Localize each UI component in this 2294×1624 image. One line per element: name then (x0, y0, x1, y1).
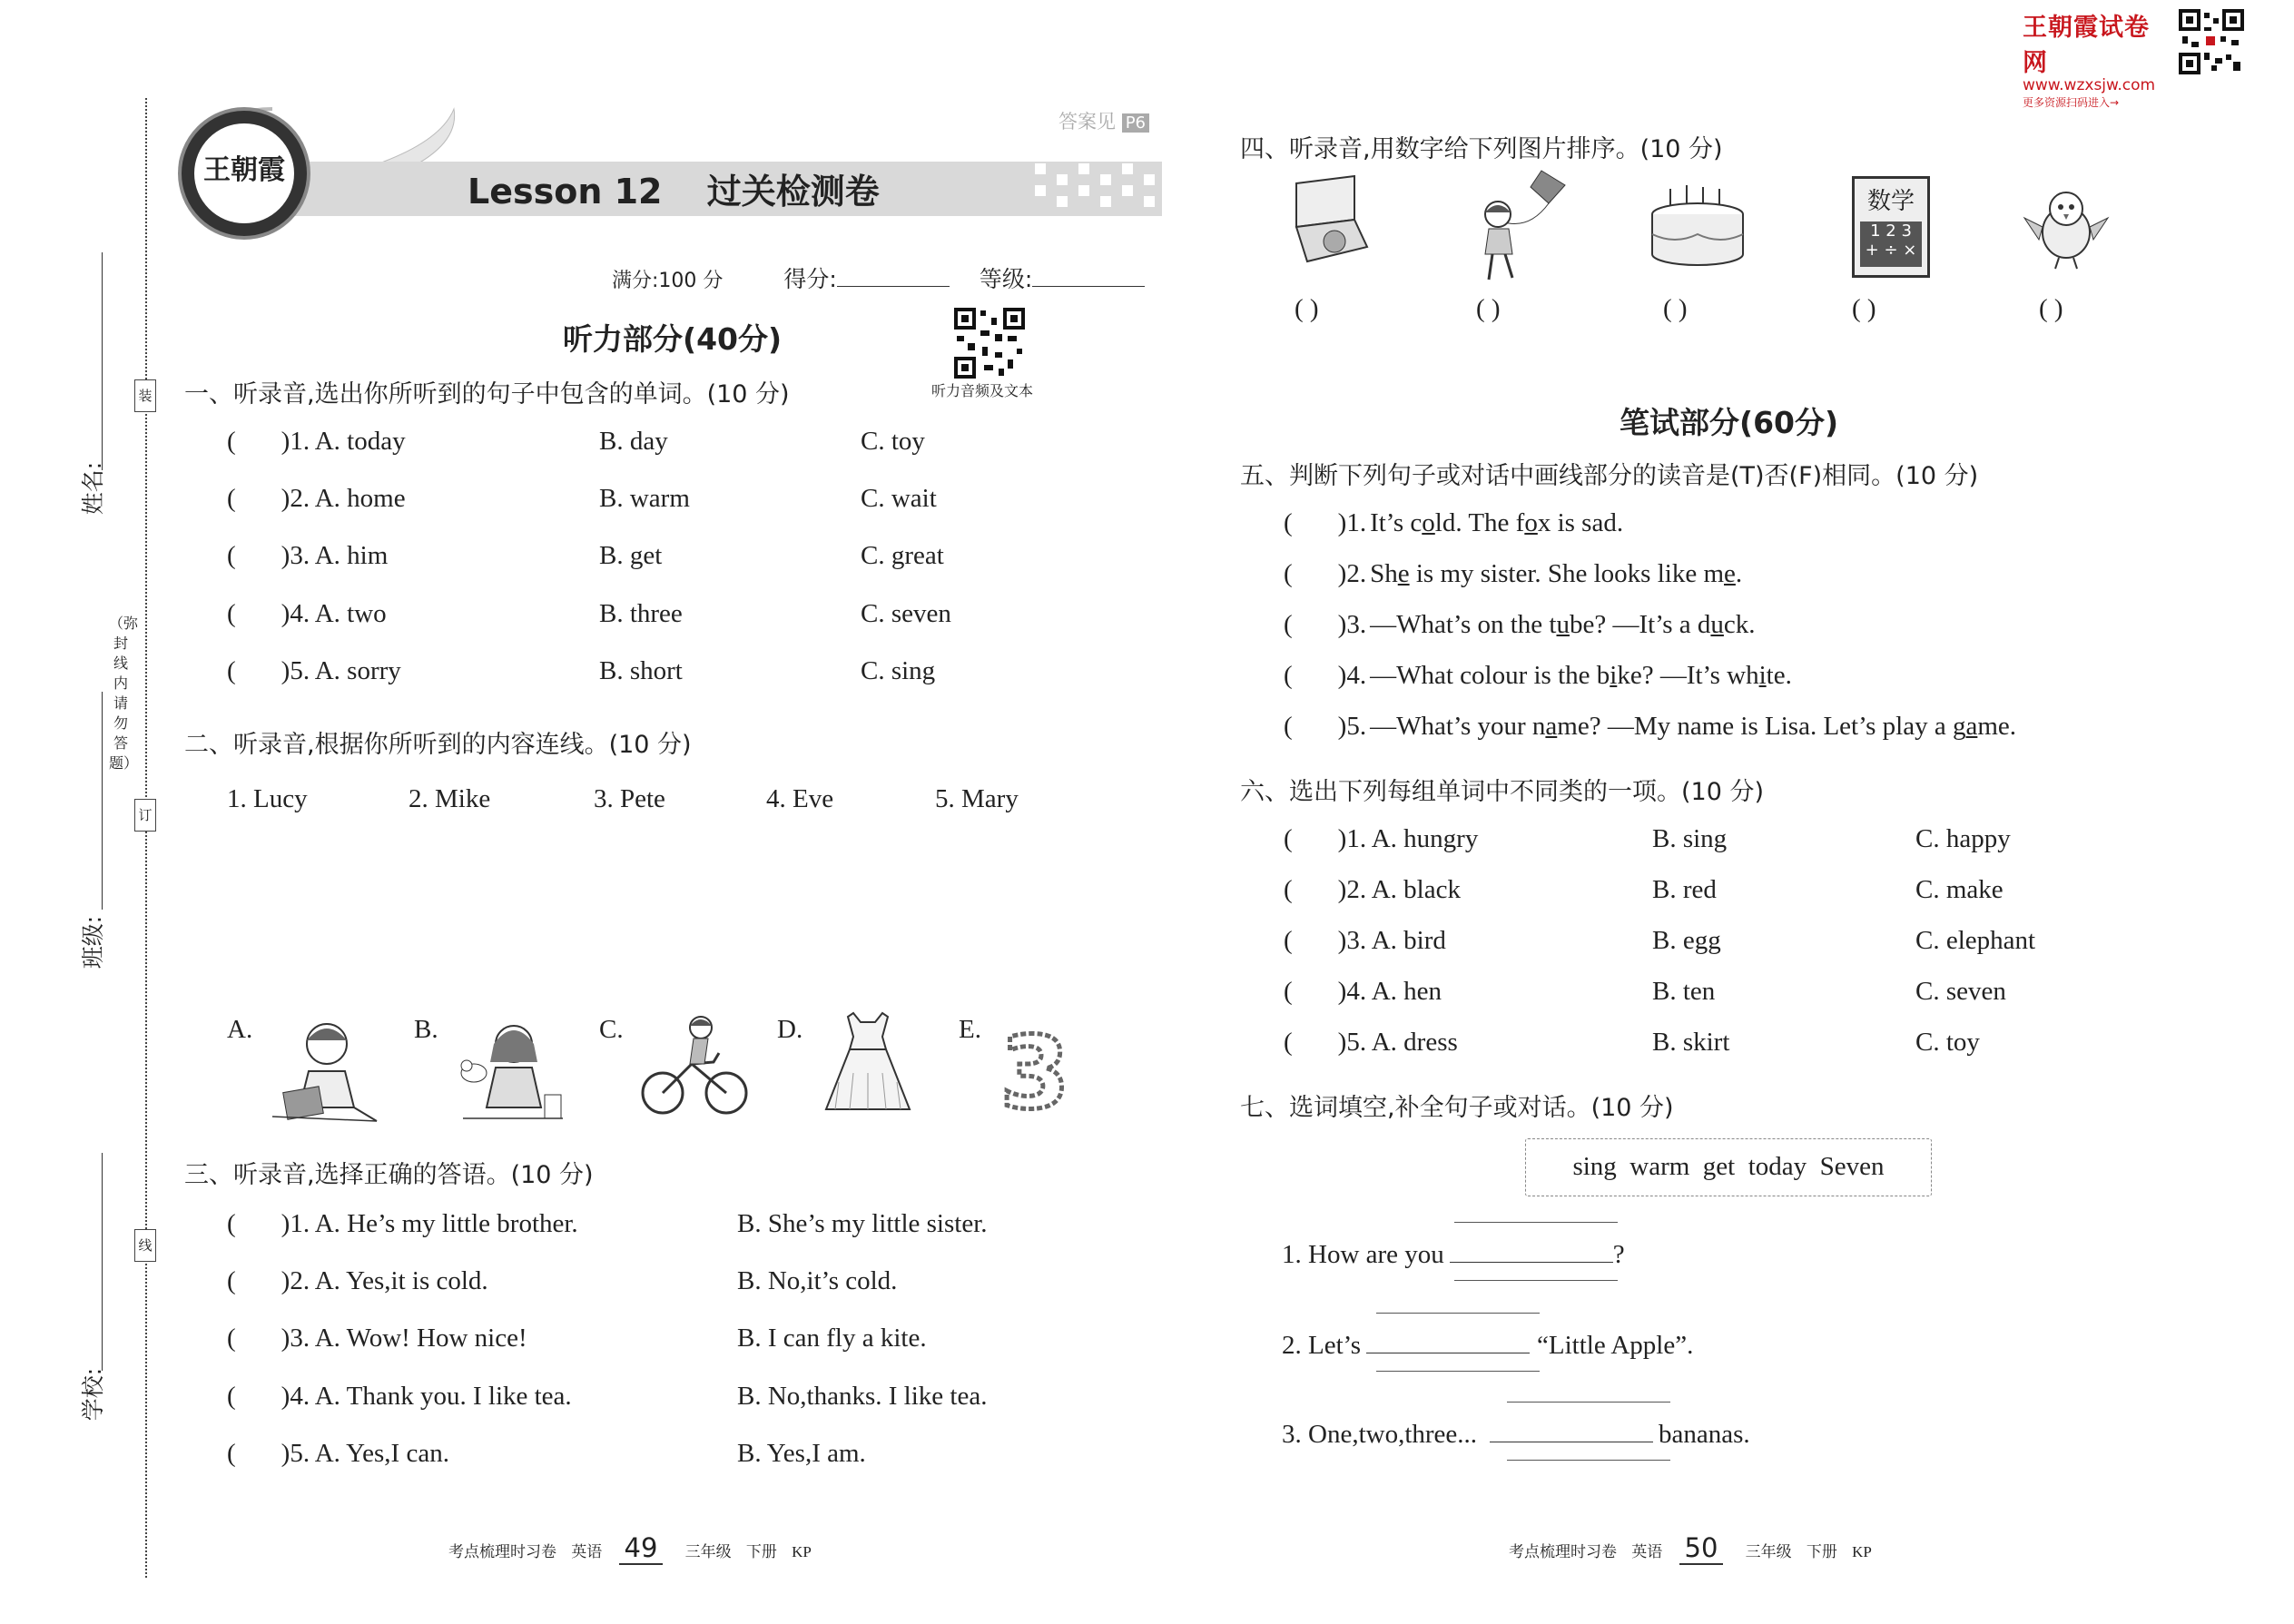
answer-bracket[interactable]: ( (1284, 1028, 1293, 1057)
s3-opt-b: B. No,thanks. I like tea. (737, 1382, 988, 1411)
listening-title: 听力部分(40分) (563, 321, 783, 357)
binding-mark-3: 线 (134, 1229, 156, 1262)
q3-guide-bottom (1507, 1460, 1670, 1461)
s6-row-5 (1284, 1028, 1458, 1058)
math-book-ops: + ÷ × (1865, 241, 1917, 260)
s5-num: )4. (1337, 661, 1367, 690)
s6-opt-c: C. make (1915, 875, 2004, 904)
s3-row-3 (227, 1324, 527, 1353)
s1-row-2 (227, 484, 406, 514)
score-label: 得分: (783, 266, 837, 292)
watermark-url: www.wzxsjw.com (2023, 76, 2156, 94)
footer-volume: 下册 (1806, 1543, 1837, 1560)
girl-with-cat-image[interactable] (454, 1017, 572, 1126)
answer-bracket[interactable]: ( (227, 484, 236, 513)
s1-q-text: )5. A. sorry (281, 656, 401, 685)
s6-row-4 (1284, 977, 1442, 1007)
s5-text: x is sad. (1537, 508, 1624, 537)
s6-opt-b: B. egg (1652, 926, 1721, 955)
watermark (2023, 7, 2168, 110)
s6-opt-c: C. toy (1915, 1028, 1980, 1057)
s5-num: )5. (1337, 712, 1367, 741)
s3-opt-a: )4. A. Thank you. I like tea. (281, 1382, 572, 1411)
s5-row-4 (1284, 661, 1792, 691)
footer-subject: 英语 (571, 1543, 603, 1560)
s1-q-text: )1. A. today (281, 427, 406, 456)
s2-name-5[interactable]: 5. Mary (935, 784, 1019, 813)
s2-title: 二、听录音,根据你所听到的内容连线。(10 分) (184, 731, 692, 759)
answer-bracket[interactable]: ( (227, 656, 236, 685)
s6-q-text: )1. A. hungry (1337, 824, 1479, 853)
s7-q1-end: ? (1612, 1240, 1625, 1269)
s5-underlined: u (1556, 610, 1570, 639)
s7-title: 七、选词填空,补全句子或对话。(10 分) (1240, 1094, 1674, 1122)
s5-row-5 (1284, 712, 2016, 742)
s5-text: Sh (1370, 559, 1398, 588)
s1-q-text: )2. A. home (281, 484, 406, 513)
s2-letter-c: C. (599, 1015, 624, 1044)
dress-image[interactable] (822, 1009, 913, 1118)
answer-bracket[interactable]: ( (1284, 712, 1293, 741)
watermark-qr-icon (2179, 9, 2244, 74)
s6-opt-c: C. elephant (1915, 926, 2036, 955)
footer-right (1509, 1532, 1872, 1565)
s2-name-1[interactable]: 1. Lucy (227, 784, 308, 813)
s5-row-1 (1284, 508, 1623, 538)
footer-edition: KP (1852, 1543, 1872, 1560)
qr-caption: 听力音频及文本 (931, 382, 1034, 399)
answer-bracket[interactable]: ( (227, 599, 236, 628)
s5-text: —What’s your n (1370, 712, 1546, 741)
footer-series: 考点梳理时习卷 (448, 1543, 556, 1560)
answer-ref (1058, 107, 1149, 134)
s5-underlined: i (1758, 661, 1767, 690)
s4-title: 四、听录音,用数字给下列图片排序。(10 分) (1240, 135, 1723, 163)
footer-subject: 英语 (1631, 1543, 1663, 1560)
written-title: 笔试部分(60分) (1620, 405, 1839, 440)
s6-opt-b: B. ten (1652, 977, 1716, 1006)
lesson-title (468, 163, 880, 213)
s3-row-4 (227, 1382, 572, 1412)
q1-guide-top (1454, 1222, 1618, 1223)
s6-opt-c: C. happy (1915, 824, 2011, 853)
logo-text: 王朝霞 (203, 154, 285, 186)
answer-bracket[interactable]: ( (227, 541, 236, 570)
s5-text: te. (1766, 661, 1792, 690)
s5-text: ck. (1723, 610, 1756, 639)
answer-bracket[interactable]: ( (1284, 926, 1293, 955)
answer-bracket[interactable]: ( (1284, 824, 1293, 853)
s2-name-3[interactable]: 3. Pete (594, 784, 665, 813)
s7-q2-end: “Little Apple”. (1537, 1331, 1694, 1360)
footer-volume: 下册 (745, 1543, 777, 1560)
school-field-line (102, 1153, 103, 1371)
s7-q1 (1282, 1236, 1625, 1270)
class-field-line (102, 692, 103, 910)
s5-text: It’s c (1370, 508, 1423, 537)
s5-title: 五、判断下列句子或对话中画线部分的读音是(T)否(F)相同。(10 分) (1240, 462, 1979, 490)
q2-guide-top (1376, 1313, 1540, 1314)
listening-qr-icon[interactable] (953, 307, 1026, 379)
binding-note: （弥封线内请勿答题） (109, 615, 139, 772)
full-score: 满分:100 分 (612, 270, 724, 292)
s7-q3 (1282, 1416, 1750, 1450)
number-three-glyph: 3 (999, 1020, 1070, 1120)
answer-bracket[interactable]: ( (227, 427, 236, 456)
s5-underlined: e (1724, 559, 1736, 588)
binding-mark-2: 订 (134, 799, 156, 832)
s5-num: )2. (1337, 559, 1367, 588)
s6-opt-b: B. sing (1652, 824, 1728, 853)
s5-num: )1. (1337, 508, 1367, 537)
s5-underlined: a (1545, 712, 1558, 741)
s2-letter-e: E. (959, 1015, 981, 1044)
s1-opt-b: B. day (599, 427, 668, 456)
s1-row-5 (227, 656, 401, 686)
s6-row-3 (1284, 926, 1446, 956)
s7-q2 (1282, 1327, 1693, 1361)
s6-row-2 (1284, 875, 1461, 905)
s7-q2-blank[interactable] (1366, 1327, 1530, 1353)
answer-ref-label: 答案见 (1058, 111, 1116, 133)
s5-row-2 (1284, 559, 1742, 589)
birthday-cake-image[interactable] (1643, 182, 1752, 272)
s1-row-4 (227, 599, 387, 629)
score-row (612, 261, 1145, 294)
s2-letter-d: D. (777, 1015, 803, 1044)
grade-label: 等级: (979, 266, 1033, 292)
s3-row-5 (227, 1439, 449, 1469)
s7-q3-end: bananas. (1659, 1420, 1750, 1449)
grade-blank[interactable] (1032, 268, 1145, 287)
s6-opt-b: B. red (1652, 875, 1717, 904)
s1-opt-c: C. seven (861, 599, 951, 628)
math-book-digits: 1 2 3 (1870, 221, 1912, 241)
answer-bracket[interactable]: ( (227, 1324, 236, 1353)
s3-opt-b: B. No,it’s cold. (737, 1266, 898, 1295)
q2-guide-bottom (1376, 1371, 1540, 1372)
s6-q-text: )3. A. bird (1337, 926, 1446, 955)
q1-guide-bottom (1454, 1280, 1618, 1281)
pizza-box-image[interactable] (1287, 174, 1369, 274)
s2-name-2[interactable]: 2. Mike (409, 784, 491, 813)
footer-left (448, 1532, 812, 1565)
s5-underlined: a (1965, 712, 1978, 741)
s5-text: me? —My name is Lisa. Let’s play a g (1557, 712, 1966, 741)
answer-bracket[interactable]: ( (1284, 875, 1293, 904)
score-blank[interactable] (837, 268, 950, 287)
s4-bracket-5[interactable]: ( ) (2039, 294, 2063, 323)
s3-opt-a: )1. A. He’s my little brother. (281, 1209, 578, 1238)
school-label: 学校: (80, 1367, 106, 1422)
s1-opt-c: C. great (861, 541, 944, 570)
s7-q2-text: 2. Let’s (1282, 1331, 1361, 1360)
answer-bracket[interactable]: ( (1284, 661, 1293, 690)
word-bank: sing warm get today Seven (1525, 1138, 1932, 1196)
s1-opt-c: C. toy (861, 427, 925, 456)
footer-page-number: 50 (1679, 1532, 1724, 1565)
class-label: 班级: (80, 915, 106, 969)
s7-q1-blank[interactable] (1450, 1236, 1613, 1263)
s6-q-text: )2. A. black (1337, 875, 1461, 904)
s5-row-3 (1284, 610, 1756, 640)
s3-opt-a: )3. A. Wow! How nice! (281, 1324, 527, 1353)
s6-title: 六、选出下列每组单词中不同类的一项。(10 分) (1240, 778, 1765, 806)
s5-text: —What colour is the b (1370, 661, 1610, 690)
lesson-label: Lesson 12 (468, 172, 663, 212)
s5-underlined: u (1710, 610, 1724, 639)
s1-opt-b: B. warm (599, 484, 690, 513)
footer-page-number: 49 (619, 1532, 664, 1565)
footer-grade: 三年级 (1745, 1543, 1792, 1560)
footer-grade: 三年级 (684, 1543, 732, 1560)
s4-bracket-2[interactable]: ( ) (1476, 294, 1501, 323)
binding-line (145, 98, 147, 1578)
name-label: 姓名: (80, 461, 106, 516)
s5-underlined: o (1422, 508, 1435, 537)
reading-boy-image[interactable] (263, 1017, 381, 1126)
s1-q-text: )3. A. him (281, 541, 389, 570)
s5-text: be? —It’s a d (1569, 610, 1711, 639)
s2-letter-a: A. (227, 1015, 253, 1044)
s3-row-2 (227, 1266, 488, 1296)
s6-q-text: )5. A. dress (1337, 1028, 1458, 1057)
answer-bracket[interactable]: ( (1284, 508, 1293, 537)
s4-bracket-3[interactable]: ( ) (1663, 294, 1688, 323)
s3-opt-b: B. I can fly a kite. (737, 1324, 927, 1353)
watermark-tagline: 更多资源扫码进入→ (2023, 96, 2120, 109)
s7-q3-text: 3. One,two,three... (1282, 1420, 1478, 1449)
number-three-image[interactable] (999, 1020, 1071, 1120)
s5-text: ld. The f (1434, 508, 1525, 537)
s1-opt-b: B. three (599, 599, 683, 628)
q3-guide-top (1507, 1402, 1670, 1403)
s5-text: . (1735, 559, 1743, 588)
s1-q-text: )4. A. two (281, 599, 387, 628)
answer-bracket[interactable]: ( (227, 1382, 236, 1411)
s5-text: me. (1977, 712, 2017, 741)
footer-edition: KP (792, 1543, 812, 1560)
answer-bracket[interactable]: ( (227, 1209, 236, 1238)
answer-bracket[interactable]: ( (227, 1266, 236, 1295)
s3-opt-a: )2. A. Yes,it is cold. (281, 1266, 488, 1295)
s1-opt-b: B. get (599, 541, 663, 570)
s5-underlined: o (1524, 508, 1538, 537)
math-book-image[interactable] (1852, 176, 1930, 278)
s5-underlined: e (1397, 559, 1410, 588)
s6-opt-c: C. seven (1915, 977, 2006, 1006)
s6-opt-b: B. skirt (1652, 1028, 1730, 1057)
s3-row-1 (227, 1209, 578, 1239)
s5-text: ke? —It’s wh (1617, 661, 1759, 690)
math-book-title: 数学 (1866, 188, 1915, 215)
s3-opt-a: )5. A. Yes,I can. (281, 1439, 449, 1468)
s6-q-text: )4. A. hen (1337, 977, 1442, 1006)
s3-opt-b: B. Yes,I am. (737, 1439, 866, 1468)
answer-bracket[interactable]: ( (227, 1439, 236, 1468)
s1-opt-b: B. short (599, 656, 683, 685)
s5-num: )3. (1337, 610, 1367, 639)
s1-title: 一、听录音,选出你所听到的句子中包含的单词。(10 分) (184, 380, 790, 408)
s6-row-1 (1284, 824, 1478, 854)
bird-image[interactable] (2021, 182, 2112, 272)
s1-opt-c: C. sing (861, 656, 936, 685)
s1-row-3 (227, 541, 388, 571)
answer-bracket[interactable]: ( (1284, 977, 1293, 1006)
answer-ref-page: P6 (1122, 113, 1149, 133)
s1-row-1 (227, 427, 406, 457)
name-field-line (102, 252, 103, 470)
s5-text: —What’s on the t (1370, 610, 1557, 639)
watermark-brand: 王朝霞试卷网 (2023, 14, 2150, 77)
binding-mark-1: 装 (134, 379, 156, 412)
s4-bracket-1[interactable]: ( ) (1295, 294, 1319, 323)
s1-opt-c: C. wait (861, 484, 937, 513)
s2-letter-b: B. (414, 1015, 438, 1044)
paper-title: 过关检测卷 (706, 172, 880, 212)
s4-bracket-4[interactable]: ( ) (1852, 294, 1876, 323)
s3-opt-b: B. She’s my little sister. (737, 1209, 988, 1238)
s2-name-4[interactable]: 4. Eve (766, 784, 834, 813)
answer-bracket[interactable]: ( (1284, 610, 1293, 639)
girl-with-kite-image[interactable] (1465, 167, 1574, 285)
answer-bracket[interactable]: ( (1284, 559, 1293, 588)
s5-underlined: i (1610, 661, 1618, 690)
footer-series: 考点梳理时习卷 (1509, 1543, 1617, 1560)
logo-badge (178, 107, 310, 240)
s7-q3-blank[interactable] (1490, 1416, 1653, 1442)
s7-q1-text: 1. How are you (1282, 1240, 1444, 1269)
girl-on-bike-image[interactable] (641, 1009, 750, 1118)
s5-text: is my sister. She looks like m (1409, 559, 1725, 588)
s3-title: 三、听录音,选择正确的答语。(10 分) (184, 1161, 594, 1189)
